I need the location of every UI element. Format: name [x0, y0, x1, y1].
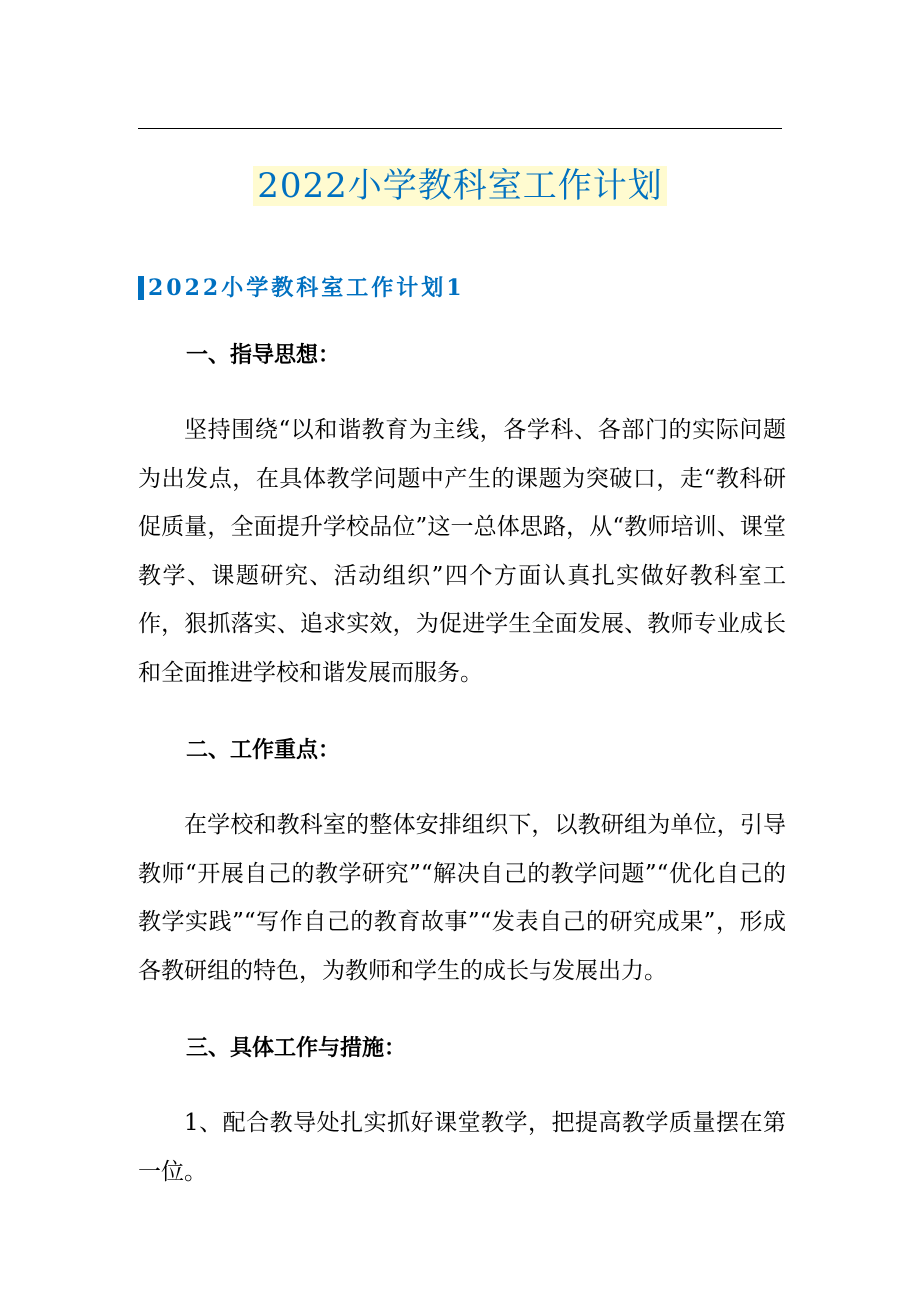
- spacer: [138, 995, 786, 1029]
- subheading-guiding-thought: 一、指导思想：: [186, 343, 341, 368]
- spacer: [138, 1069, 786, 1099]
- spacer: [138, 771, 786, 801]
- subheading-work-focus: 二、工作重点：: [186, 738, 341, 763]
- paragraph-guiding-thought: 坚持围绕“以和谐教育为主线，各学科、各部门的实际问题为出发点，在具体教学问题中产生的课题为突破口，走“教科研促质量，全面提升学校品位”这一总体思路，从“教师培训、课堂教学、课题研究、活动组织”四个方面认真扎实做好教科室工作，狠抓落实、追求实效，为促进学生全面发展、教师专业成长和全面推进学校和谐发展而服务。: [138, 417, 786, 686]
- subheading-measures: 三、具体工作与措施：: [186, 1036, 407, 1061]
- paragraph-measure-1: 1、配合教导处扎实抓好课堂教学，把提高教学质量摆在第一位。: [138, 1110, 786, 1185]
- section-heading-text: 2022小学教科室工作计划1: [148, 275, 465, 301]
- section-heading: [138, 268, 465, 308]
- spacer: [138, 697, 786, 731]
- document-title: [0, 160, 920, 212]
- document-title-text: 2022小学教科室工作计划: [253, 166, 667, 206]
- section-marker-icon: [138, 276, 144, 300]
- header-rule: [138, 128, 782, 129]
- paragraph-work-focus: 在学校和教科室的整体安排组织下，以教研组为单位，引导教师“开展自己的教学研究”“解决自己的教学问题”“优化自己的教学实践”“写作自己的教育故事”“发表自己的研究成果”，形成各教研组的特色，为教师和学生的成长与发展出力。: [138, 812, 786, 984]
- document-body: [138, 336, 786, 1196]
- spacer: [138, 376, 786, 406]
